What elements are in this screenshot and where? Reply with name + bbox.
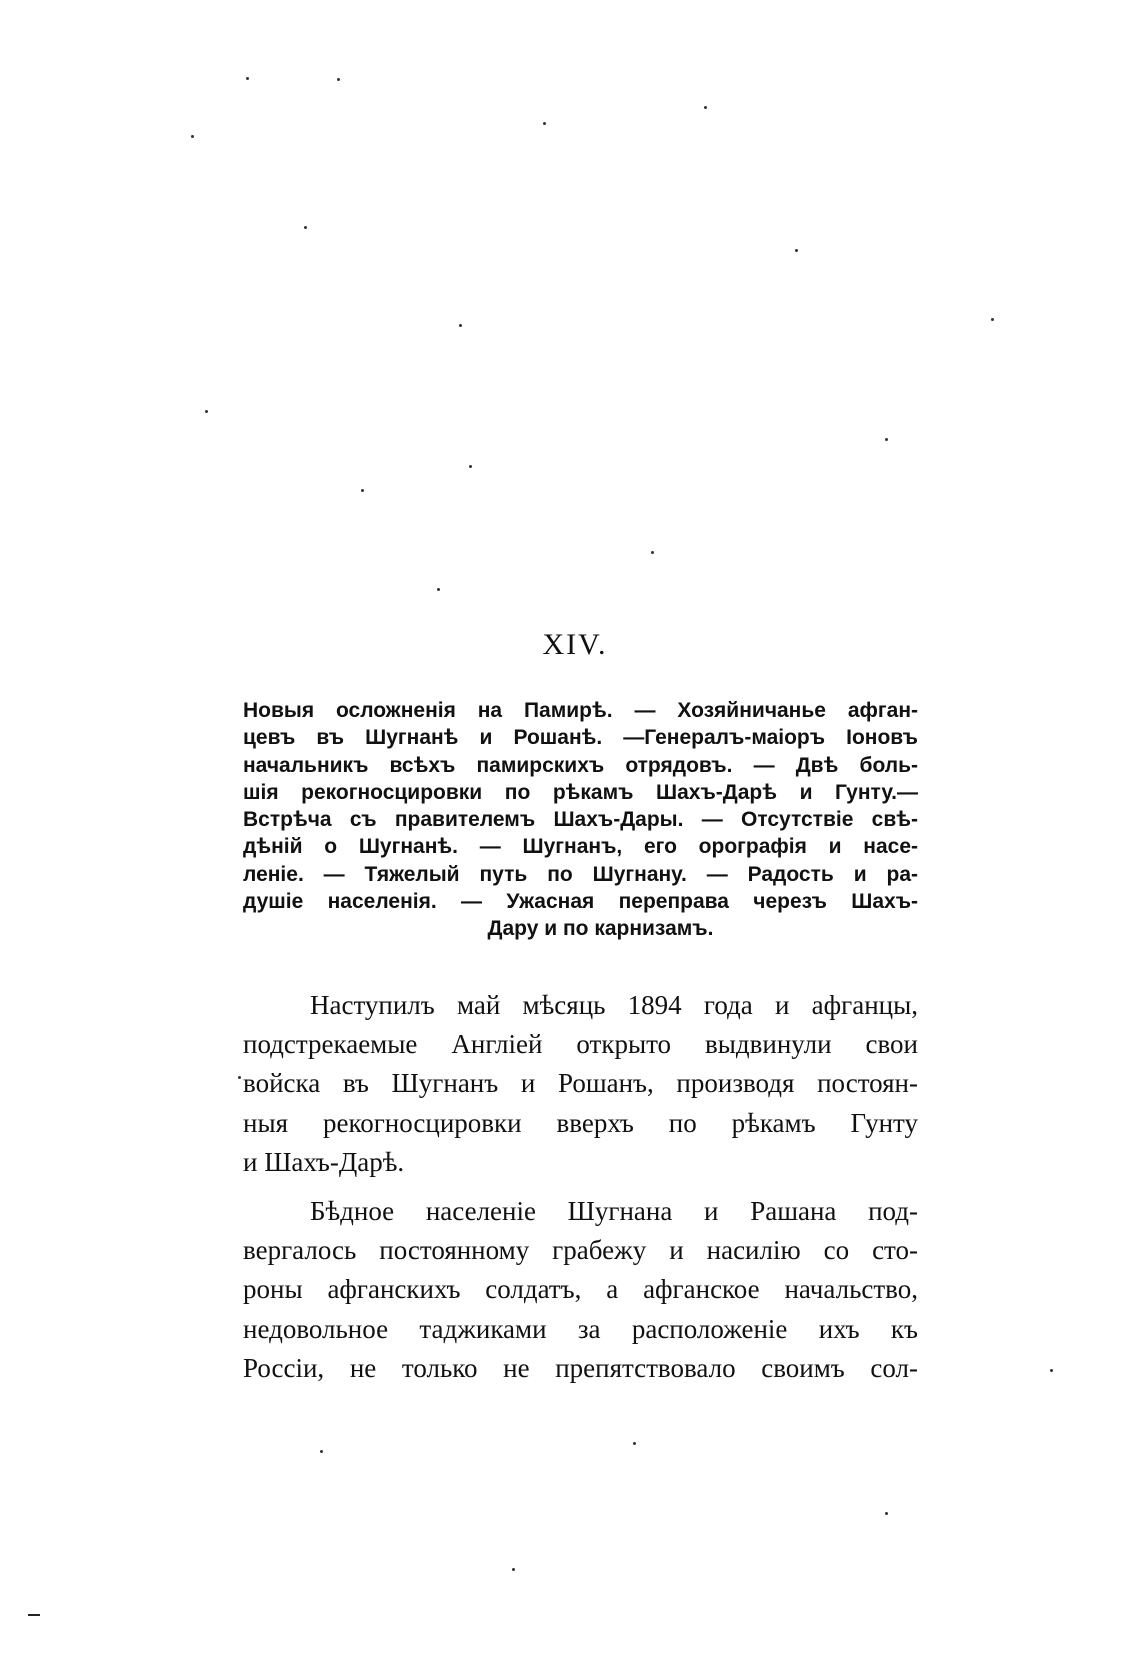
scan-speck (991, 318, 994, 321)
scan-speck (246, 77, 249, 80)
paragraph-1 (243, 986, 918, 1182)
scan-speck (337, 78, 340, 81)
scan-speck (205, 410, 208, 413)
paragraph-line: ныя рекогносцировки вверхъ по рѣкамъ Гунту (243, 1107, 918, 1138)
paragraph-line: подстрекаемые Англіей открыто выдвинули свои (243, 1029, 918, 1060)
scan-speck (885, 438, 888, 441)
summary-line: душіе населенія. — Ужасная переправа черезъ Шахъ- (243, 890, 918, 914)
summary-line: Встрѣча съ правителемъ Шахъ-Дары. — Отсутствіе свѣ- (243, 808, 918, 832)
scan-speck (304, 226, 307, 229)
chapter-number: XIV. (542, 628, 608, 661)
scan-speck (459, 324, 462, 327)
summary-line-last: Дару и по карнизамъ. (487, 917, 714, 941)
paragraph-line-last: и Шахъ-Дарѣ. (243, 1146, 405, 1177)
paragraph-line: Наступилъ май мѣсяць 1894 года и афганцы, (310, 990, 918, 1020)
paragraph-line: вергалось постоянному грабежу и насилію со сто- (243, 1235, 918, 1266)
scan-speck (543, 122, 546, 125)
scan-speck (795, 249, 798, 252)
summary-line: леніе. — Тяжелый путь по Шугнану. — Радость и ра- (243, 862, 918, 886)
summary-line: начальникъ всѣхъ памирскихъ отрядовъ. — Двѣ боль- (243, 753, 918, 777)
paragraph-line: войска въ Шугнанъ и Рошанъ, производя постоян- (243, 1068, 918, 1099)
paragraph-2 (243, 1192, 918, 1388)
chapter-summary (243, 697, 918, 943)
paragraph-line: Бѣдное населеніе Шугнана и Рашана под- (310, 1196, 918, 1226)
scan-speck (469, 465, 472, 468)
scan-speck (651, 551, 654, 554)
scan-speck (238, 1076, 241, 1079)
scan-speck (361, 489, 364, 492)
scan-speck (191, 135, 194, 138)
paragraph-line: роны афганскихъ солдатъ, а афганское начальство, (243, 1274, 918, 1305)
paragraph-line: недовольное таджиками за расположеніе ихъ къ (243, 1313, 918, 1344)
scan-speck (320, 1450, 323, 1453)
scan-speck (704, 106, 707, 109)
summary-line: Новыя осложненія на Памирѣ. — Хозяйничанье афган- (243, 699, 918, 722)
scan-speck (437, 588, 440, 591)
paragraph-line: Россіи, не только не препятствовало своимъ сол- (243, 1352, 918, 1383)
scan-speck (633, 1442, 636, 1445)
scan-speck (1050, 1369, 1053, 1372)
scan-dash-mark (28, 1614, 40, 1616)
summary-line: цевъ въ Шугнанѣ и Рошанѣ. —Генералъ-маіоръ Іоновъ (243, 726, 918, 750)
summary-line: шія рекогносцировки по рѣкамъ Шахъ-Дарѣ и Гунту.— (243, 780, 918, 804)
scan-speck (885, 1512, 888, 1515)
scan-speck (512, 1568, 515, 1571)
summary-line: дѣній о Шугнанѣ. — Шугнанъ, его орографія и насе- (243, 835, 918, 859)
